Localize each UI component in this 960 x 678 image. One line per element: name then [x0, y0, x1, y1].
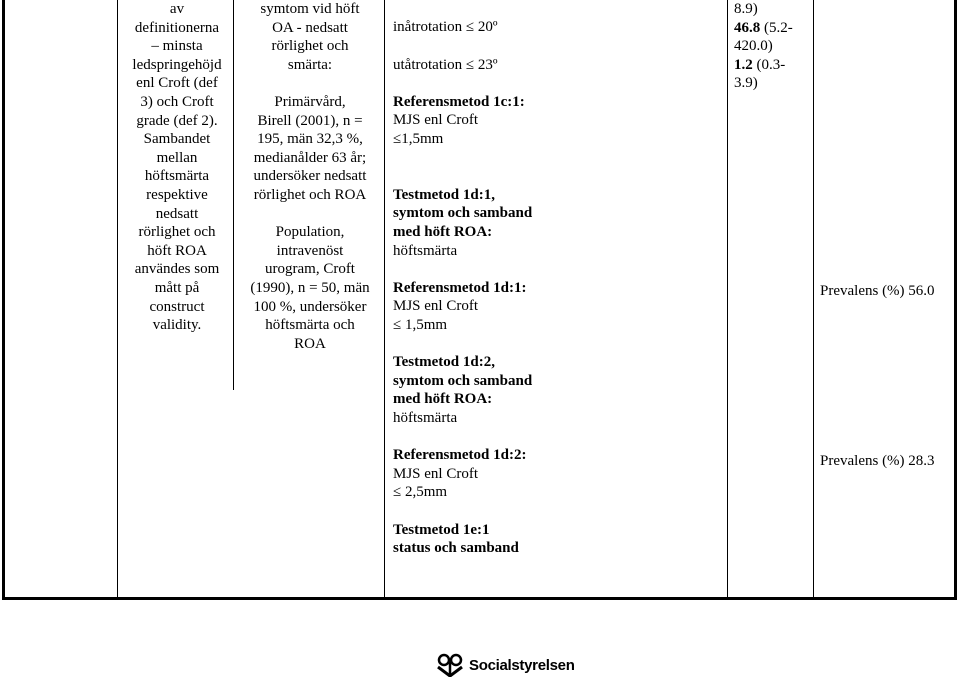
text-line: 195, män 32,3 %, — [257, 131, 363, 148]
value-line: 1.2 (0.3- — [734, 56, 786, 73]
text-line: 100 %, undersöker — [253, 298, 367, 315]
ref-method-1d2-line: MJS enl Croft — [393, 465, 479, 482]
ref-method-1d1-line: MJS enl Croft — [393, 298, 479, 315]
ref-method-1c1-line: MJS enl Croft — [393, 112, 479, 129]
text-line: smärta: — [287, 56, 333, 73]
text-line: rörlighet och ROA — [253, 186, 367, 203]
text-line: medianålder 63 år; — [253, 149, 367, 166]
text-line: höftsmärta och — [265, 317, 355, 334]
prevalence-value: Prevalens (%) 28.3 — [820, 453, 935, 469]
text-line: Primärvård, — [274, 93, 346, 110]
text-line: construct — [149, 298, 205, 315]
text-line: Population, — [275, 224, 345, 241]
text-line: definitionerna — [134, 19, 220, 36]
text-line: undersöker nedsatt — [253, 168, 367, 185]
text-line: av — [169, 1, 185, 17]
text-line: ledspringehöjd — [132, 56, 222, 73]
ref-method-1d1-title: Referensmetod 1d:1: — [393, 279, 527, 296]
column-divider-4 — [727, 0, 728, 600]
value-line: 3.9) — [734, 75, 758, 92]
test-method-1d1-line: symtom och samband — [393, 205, 533, 222]
ref-method-1c1-title: Referensmetod 1c:1: — [393, 93, 525, 110]
text-line: – minsta — [151, 38, 203, 55]
text-line — [240, 74, 380, 93]
logo-mark-icon — [435, 653, 465, 677]
ref-method-1d2-title: Referensmetod 1d:2: — [393, 447, 527, 464]
test-method-1d1-line: med höft ROA: — [393, 224, 493, 241]
text-line: Birell (2001), n = — [257, 112, 363, 129]
text-line: (1990), n = 50, män — [250, 279, 370, 296]
text-line: nedsatt — [155, 205, 199, 222]
ref-method-1c1-line: ≤1,5mm — [393, 131, 444, 148]
text-line: mellan — [156, 149, 198, 166]
text-line: användes som — [134, 261, 220, 278]
text-line: rörlighet och — [271, 38, 349, 55]
text-line: respektive — [146, 186, 208, 203]
column-divider-3 — [384, 0, 385, 600]
test-method-1d1-line: höftsmärta — [393, 242, 458, 259]
test-method-1e1-title: Testmetod 1e:1 — [393, 521, 490, 538]
text-line: höft ROA — [147, 242, 207, 259]
text-line: OA - nedsatt — [272, 19, 348, 36]
text-line: grade (def 2). — [136, 112, 218, 129]
ref-method-1d2-line: ≤ 2,5mm — [393, 484, 448, 501]
logo-text: Socialstyrelsen — [469, 656, 575, 674]
prevalence-value: Prevalens (%) 56.0 — [820, 283, 935, 299]
text-line: intravenöst — [276, 242, 344, 259]
ref-method-1d1-line: ≤ 1,5mm — [393, 317, 448, 333]
test-method-1d1-title: Testmetod 1d:1, — [393, 186, 495, 203]
text-line: enl Croft (def — [136, 75, 218, 92]
value-line: 420.0) — [734, 38, 773, 55]
outer-rotation-text: utåtrotation ≤ 23º — [393, 56, 498, 73]
text-line: validity. — [152, 317, 202, 334]
value-line: 46.8 (5.2- — [734, 19, 793, 36]
test-method-1d2-line: höftsmärta — [393, 409, 458, 426]
inner-rotation-text: inåtrotation ≤ 20º — [393, 19, 498, 35]
test-method-1e1-line: status och samband — [393, 540, 519, 557]
text-line: ROA — [294, 335, 326, 352]
text-line: mått på — [154, 279, 200, 296]
column-study-description — [124, 0, 230, 335]
test-method-1d2-title: Testmetod 1d:2, — [393, 354, 495, 371]
test-method-1d2-line: symtom och samband — [393, 372, 533, 389]
value-line: 8.9) — [734, 1, 758, 17]
text-line: symtom vid höft — [260, 1, 360, 17]
column-population — [240, 0, 380, 353]
column-methods — [393, 18, 543, 558]
text-line: rörlighet och — [138, 224, 216, 241]
text-line: urogram, Croft — [265, 261, 355, 278]
test-method-1d2-line: med höft ROA: — [393, 391, 493, 408]
text-line: 3) och Croft — [140, 93, 214, 110]
column-values — [734, 0, 814, 93]
column-divider-2 — [233, 0, 234, 390]
text-line: höftsmärta — [144, 168, 210, 185]
text-line — [240, 205, 380, 224]
column-divider-1 — [117, 0, 118, 600]
text-line: Sambandet — [143, 131, 211, 148]
socialstyrelsen-logo — [435, 652, 575, 678]
